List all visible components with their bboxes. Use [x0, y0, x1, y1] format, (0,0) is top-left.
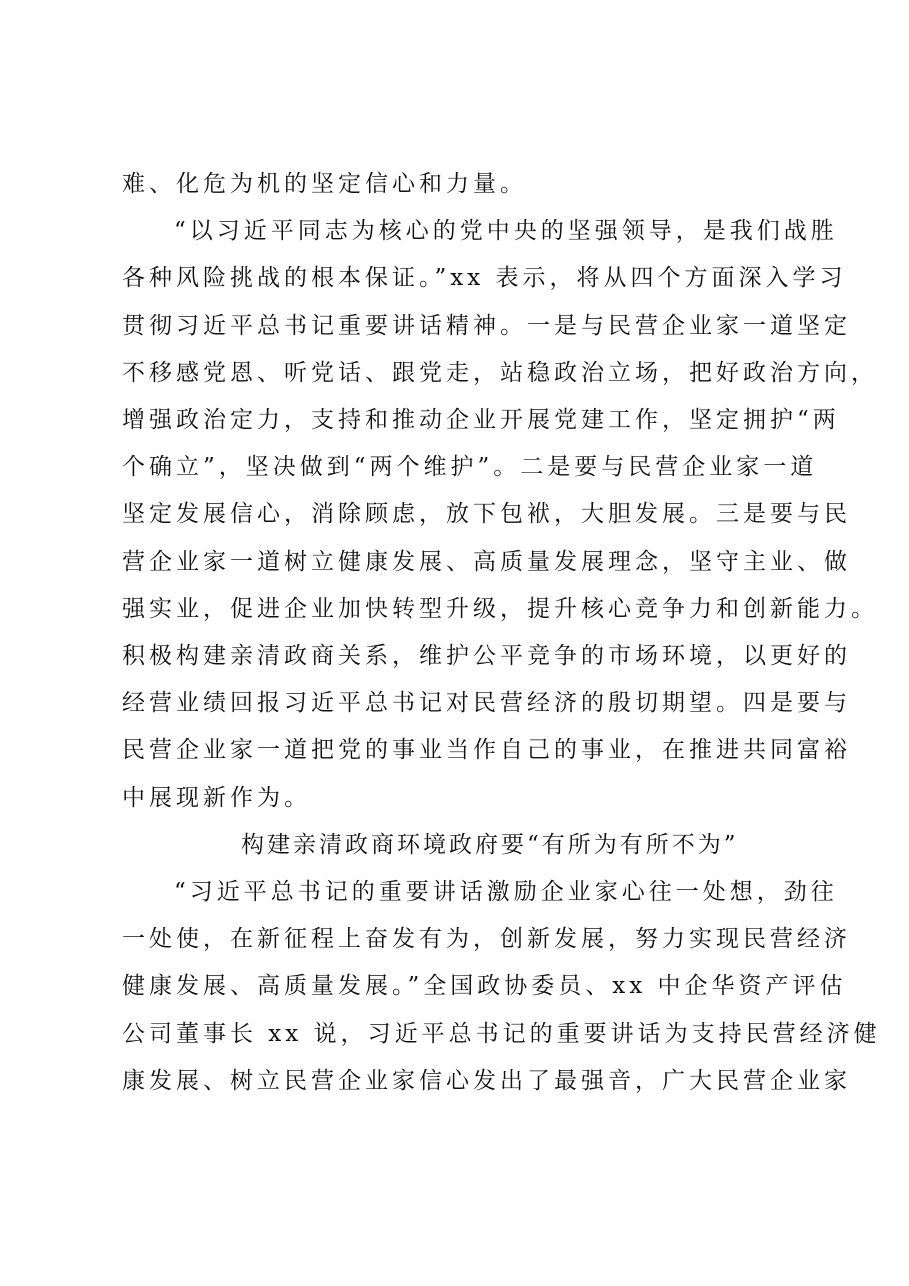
body-text-line: 康发展、树立民营企业家信心发出了最强音，广大民营企业家 [122, 1068, 851, 1094]
body-text-line: 各种风险挑战的根本保证。”xx 表示，将从四个方面深入学习 [122, 265, 847, 291]
section-heading: 构建亲清政商环境政府要“有所为有所不为” [241, 832, 739, 858]
body-text-line: 积极构建亲清政商关系，维护公平竞争的市场环境，以更好的 [122, 643, 851, 669]
body-text-line: 中展现新作为。 [122, 785, 311, 811]
body-text-line: 健康发展、高质量发展。”全国政协委员、xx 中企华资产评估 [122, 973, 847, 999]
body-text-line: 难、化危为机的坚定信心和力量。 [122, 171, 527, 197]
body-text-line: 不移感党恩、听党话、跟党走，站稳政治立场，把好政治方向， [122, 360, 878, 386]
body-text-line: 贯彻习近平总书记重要讲话精神。一是与民营企业家一道坚定 [122, 313, 851, 339]
body-text-line: 增强政治定力，支持和推动企业开展党建工作，坚定拥护“两 [122, 407, 840, 433]
body-text-line: 公司董事长 xx 说，习近平总书记的重要讲话为支持民营经济健 [122, 1021, 881, 1047]
paragraph-first-line: “习近平总书记的重要讲话激励企业家心往一处想，劲往 [174, 879, 838, 905]
body-text-line: 坚定发展信心，消除顾虑，放下包袱，大胆发展。三是要与民 [122, 501, 851, 527]
paragraph-first-line: “以习近平同志为核心的党中央的坚强领导，是我们战胜 [174, 218, 838, 244]
body-text-line: 个确立”，坚决做到“两个维护”。二是要与民营企业家一道 [122, 454, 818, 480]
body-text-line: 民营企业家一道把党的事业当作自己的事业，在推进共同富裕 [122, 737, 851, 763]
body-text-line: 强实业，促进企业加快转型升级，提升核心竞争力和创新能力。 [122, 596, 878, 622]
body-text-line: 一处使，在新征程上奋发有为，创新发展，努力实现民营经济 [122, 926, 851, 952]
body-text-line: 营企业家一道树立健康发展、高质量发展理念，坚守主业、做 [122, 549, 851, 575]
body-text-line: 经营业绩回报习近平总书记对民营经济的殷切期望。四是要与 [122, 690, 851, 716]
